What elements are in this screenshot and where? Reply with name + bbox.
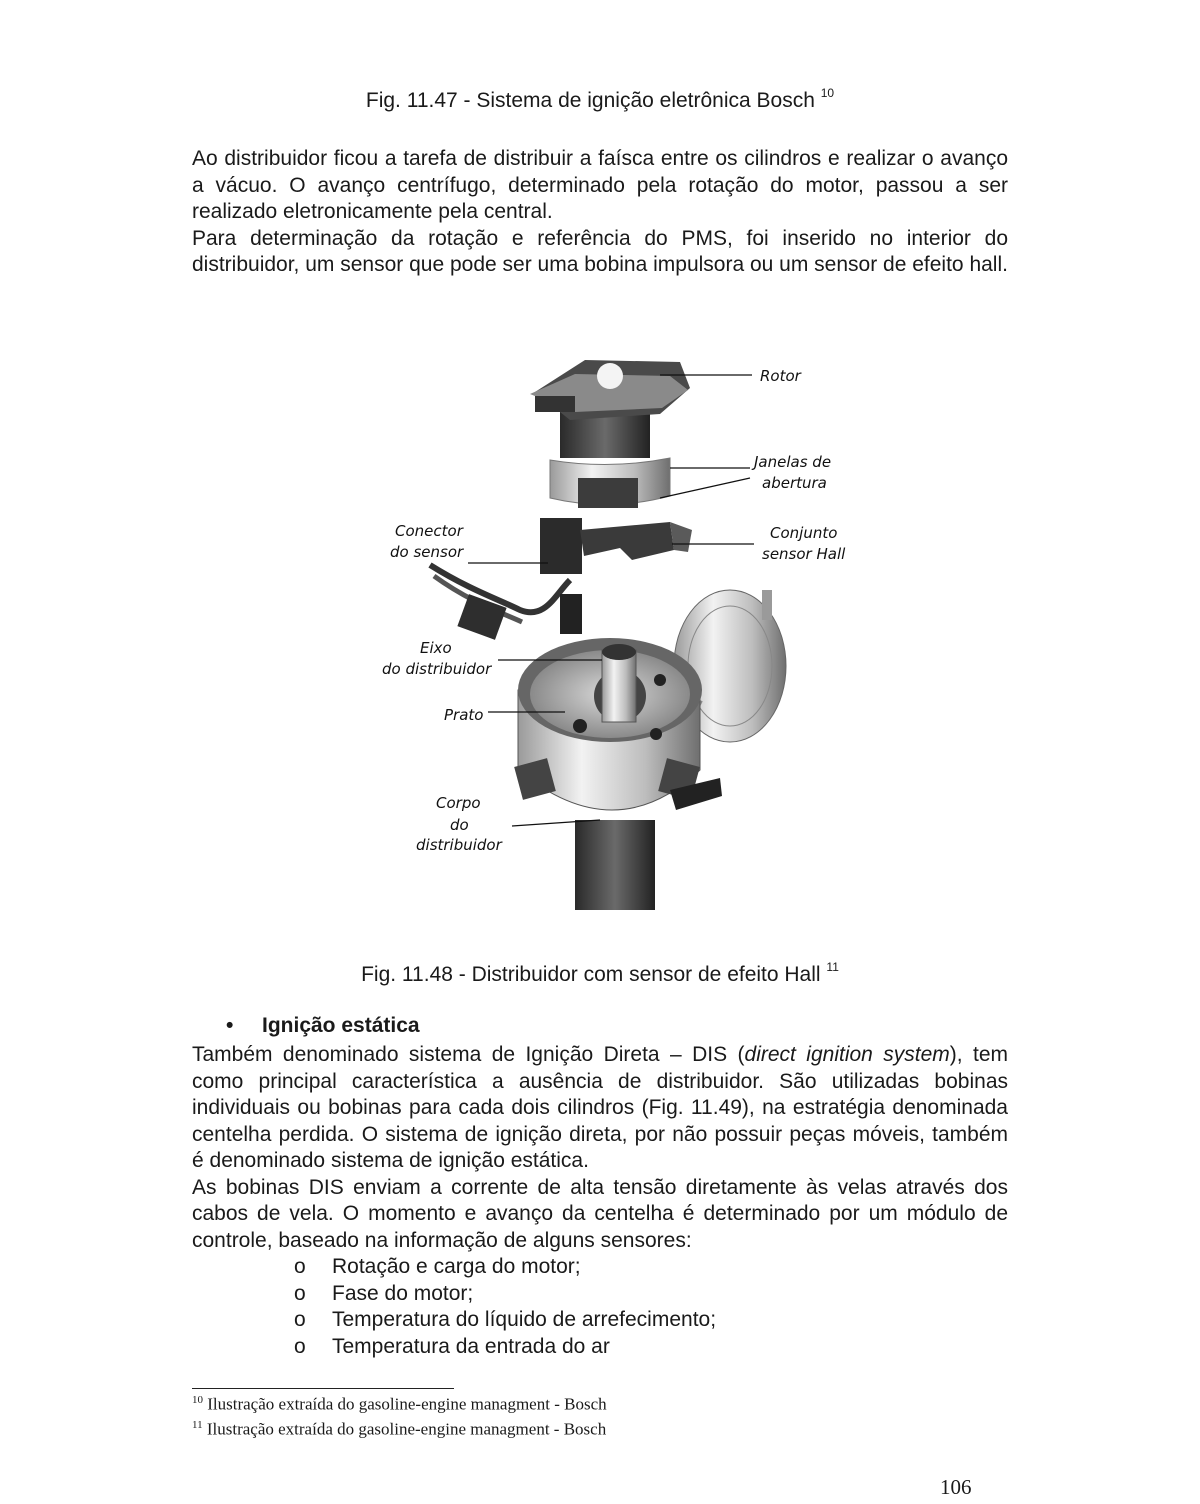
list-marker: o <box>294 1308 306 1331</box>
list-item-text: Temperatura da entrada do ar <box>332 1334 610 1358</box>
footnote <box>192 1390 607 1415</box>
distributor-illustration <box>370 350 870 920</box>
dis-paragraph <box>192 1042 1008 1254</box>
footnote-divider <box>192 1388 454 1389</box>
label-corpo: Corpo <box>436 794 481 812</box>
figure-caption-text: Fig. 11.47 - Sistema de ignição eletrônica Bosch <box>365 89 815 112</box>
label-eixo: Eixo <box>420 639 452 657</box>
footnote-number: 10 <box>192 1394 203 1406</box>
list-marker: o <box>294 1281 306 1305</box>
figure-caption-top <box>0 88 1200 113</box>
paragraph-block <box>192 1042 1008 1175</box>
figure-caption-bottom <box>0 962 1200 987</box>
label-conjunto: Conjunto <box>770 524 838 542</box>
label-janelas: Janelas de <box>754 453 832 471</box>
label-conector: Conector <box>395 522 463 540</box>
footnote-text: Ilustração extraída do gasoline-engine managment - Bosch <box>207 1394 607 1414</box>
label-conector-2: do sensor <box>390 543 464 561</box>
list-item-text: Rotação e carga do motor; <box>332 1255 581 1278</box>
footnotes <box>192 1390 607 1439</box>
italic-term: direct ignition system <box>744 1043 950 1066</box>
list-item <box>294 1281 716 1308</box>
sensor-connector <box>430 565 582 640</box>
footnote-ref: 11 <box>826 960 839 974</box>
list-item <box>294 1307 716 1334</box>
sensor-list <box>294 1254 716 1360</box>
label-conjunto-2: sensor Hall <box>762 545 846 563</box>
page-number: 106 <box>940 1475 972 1499</box>
label-corpo-2: do <box>450 816 469 834</box>
paragraph-block: As bobinas DIS enviam a corrente de alta tensão diretamente às velas através dos cabos de vela. O momento e avanço da centelha é determinado por um módulo de controle, baseado na informação de alguns sensores: <box>192 1175 1008 1252</box>
label-corpo-3: distribuidor <box>416 836 502 854</box>
paragraph-line: Para determinação da rotação e referência do PMS, foi inserido no interior do distribuidor, um sensor que pode ser uma bobina impulsora ou um sensor de efeito hall. <box>192 226 1008 276</box>
shutter-cup <box>550 458 670 508</box>
list-item <box>294 1254 716 1281</box>
list-marker: o <box>294 1334 306 1358</box>
list-item-text: Fase do motor; <box>332 1281 474 1305</box>
text-run: ), tem como principal característica a ausência de distribuidor. São utilizadas bobinas individuais ou bobinas para cada dois cilindros (Fig. 11.49), na estratégia denominada centelha perdida. O sistema de ignição direta, por não possuir peças móveis, também é denominado sistema de ignição estática. <box>192 1043 1009 1172</box>
section-heading <box>226 1014 420 1038</box>
footnote-ref: 10 <box>820 86 835 100</box>
label-janelas-2: abertura <box>762 474 827 492</box>
footnote-text: Ilustração extraída do gasoline-engine managment - Bosch <box>206 1419 607 1439</box>
list-marker: o <box>294 1255 306 1278</box>
bullet-icon: • <box>226 1014 234 1037</box>
footnote <box>192 1415 607 1440</box>
intro-paragraph <box>192 146 1008 279</box>
distributor-body <box>514 638 722 910</box>
figure-caption-text: Fig. 11.48 - Distribuidor com sensor de efeito Hall <box>361 963 821 986</box>
footnote-number: 11 <box>192 1418 203 1431</box>
list-item <box>294 1334 716 1361</box>
section-title: Ignição estática <box>262 1014 420 1037</box>
label-rotor: Rotor <box>760 367 801 385</box>
paragraph-line: Ao distribuidor ficou a tarefa de distribuir a faísca entre os cilindros e realizar o avanço a vácuo. O avanço centrífugo, determinado pela rotação do motor, passou a ser realizado eletronicamente pela central. <box>192 147 1008 223</box>
label-prato: Prato <box>444 706 484 724</box>
hall-sensor <box>540 518 692 574</box>
text-run: Também denominado sistema de Ignição Direta – DIS ( <box>192 1043 745 1066</box>
label-eixo-2: do distribuidor <box>382 660 492 678</box>
list-item-text: Temperatura do líquido de arrefecimento; <box>332 1308 717 1331</box>
